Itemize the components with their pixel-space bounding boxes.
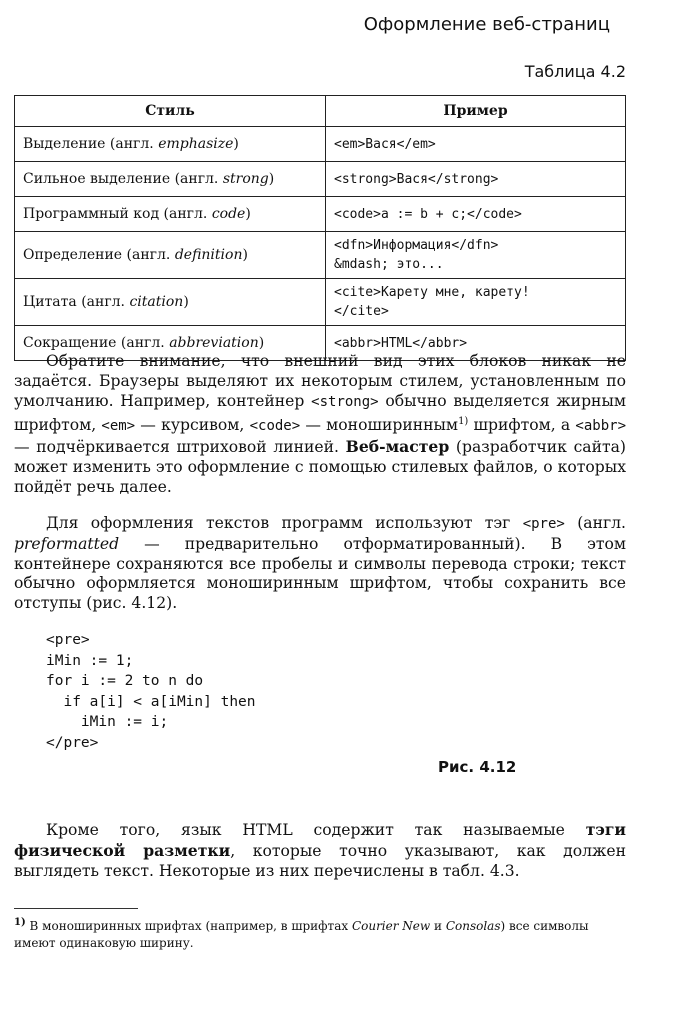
style-cell: Выделение (англ. emphasize) [15, 127, 326, 162]
code-line: iMin := i; [46, 714, 169, 730]
figure-caption: Рис. 4.12 [438, 758, 517, 776]
table-row [15, 197, 626, 232]
body-paragraph-1: Обратите внимание, что внешний вид этих блоков никак не задаётся. Браузеры выделяют их некоторым стилем, установленным по умолчанию. Например, контейнер <strong> обычно выделяется жирным шрифтом, <em> — курсивом, <code> — моноширинным$^{1)}$ шрифтом, а <abbr> — подчёркивается штриховой линией. Веб-мастер (разработчик сайта) может изменить это оформление с помощью стилевых файлов, о которых пойдёт речь далее. [14, 352, 626, 496]
page-header-title: Оформление веб-страниц [363, 14, 610, 35]
code-listing [46, 630, 256, 753]
table-row [15, 279, 626, 326]
table-row [15, 232, 626, 279]
style-cell: Определение (англ. definition) [15, 232, 326, 279]
example-cell: <em>Вася</em> [326, 127, 626, 162]
table-row [15, 162, 626, 197]
table-row [15, 127, 626, 162]
styles-table [14, 95, 626, 361]
column-header-example: Пример [326, 96, 626, 127]
style-cell: Сильное выделение (англ. strong) [15, 162, 326, 197]
footnote-divider [14, 908, 138, 909]
body-paragraph-3: Кроме того, язык HTML содержит так называемые тэги физической разметки, которые точно указывают, как должен выглядеть текст. Некоторые из них перечислены в табл. 4.3. [14, 820, 626, 880]
table-header-row [15, 96, 626, 127]
column-header-style: Стиль [15, 96, 326, 127]
style-cell: Программный код (англ. code) [15, 197, 326, 232]
bold-term: тэги физической разметки [14, 820, 626, 860]
code-line: <pre> [46, 632, 90, 648]
body-paragraph-2: Для оформления текстов программ используют тэг <pre> (англ. preformatted — предварительно отформатированный). В этом контейнере сохраняются все пробелы и символы перевода строки; текст обычно оформляется моноширинным шрифтом, чтобы сохранить все отступы (рис. 4.12). [14, 514, 626, 613]
style-cell: Сокращение (англ. abbreviation) [15, 326, 326, 361]
example-cell: <dfn>Информация</dfn> &mdash; это... [326, 232, 626, 279]
style-cell: Цитата (англ. citation) [15, 279, 326, 326]
code-line: if a[i] < a[iMin] then [46, 693, 256, 710]
example-cell: <abbr>HTML</abbr> [326, 326, 626, 361]
footnote-reference: 1) [458, 416, 469, 428]
code-line: </pre> [46, 734, 99, 751]
example-cell: <code>a := b + c;</code> [326, 197, 626, 232]
bold-term: Веб-мастер [345, 437, 450, 457]
code-line: iMin := 1; [46, 652, 134, 669]
table-caption: Таблица 4.2 [524, 62, 626, 81]
example-cell: <cite>Карету мне, карету! </cite> [326, 279, 626, 326]
footnote: $^{1)}$ В моноширинных шрифтах (например, в шрифтах Courier New и Consolas) все символы имеют одинаковую ширину. [14, 917, 589, 950]
example-cell: <strong>Вася</strong> [326, 162, 626, 197]
code-line: for i := 2 to n do [46, 673, 204, 689]
